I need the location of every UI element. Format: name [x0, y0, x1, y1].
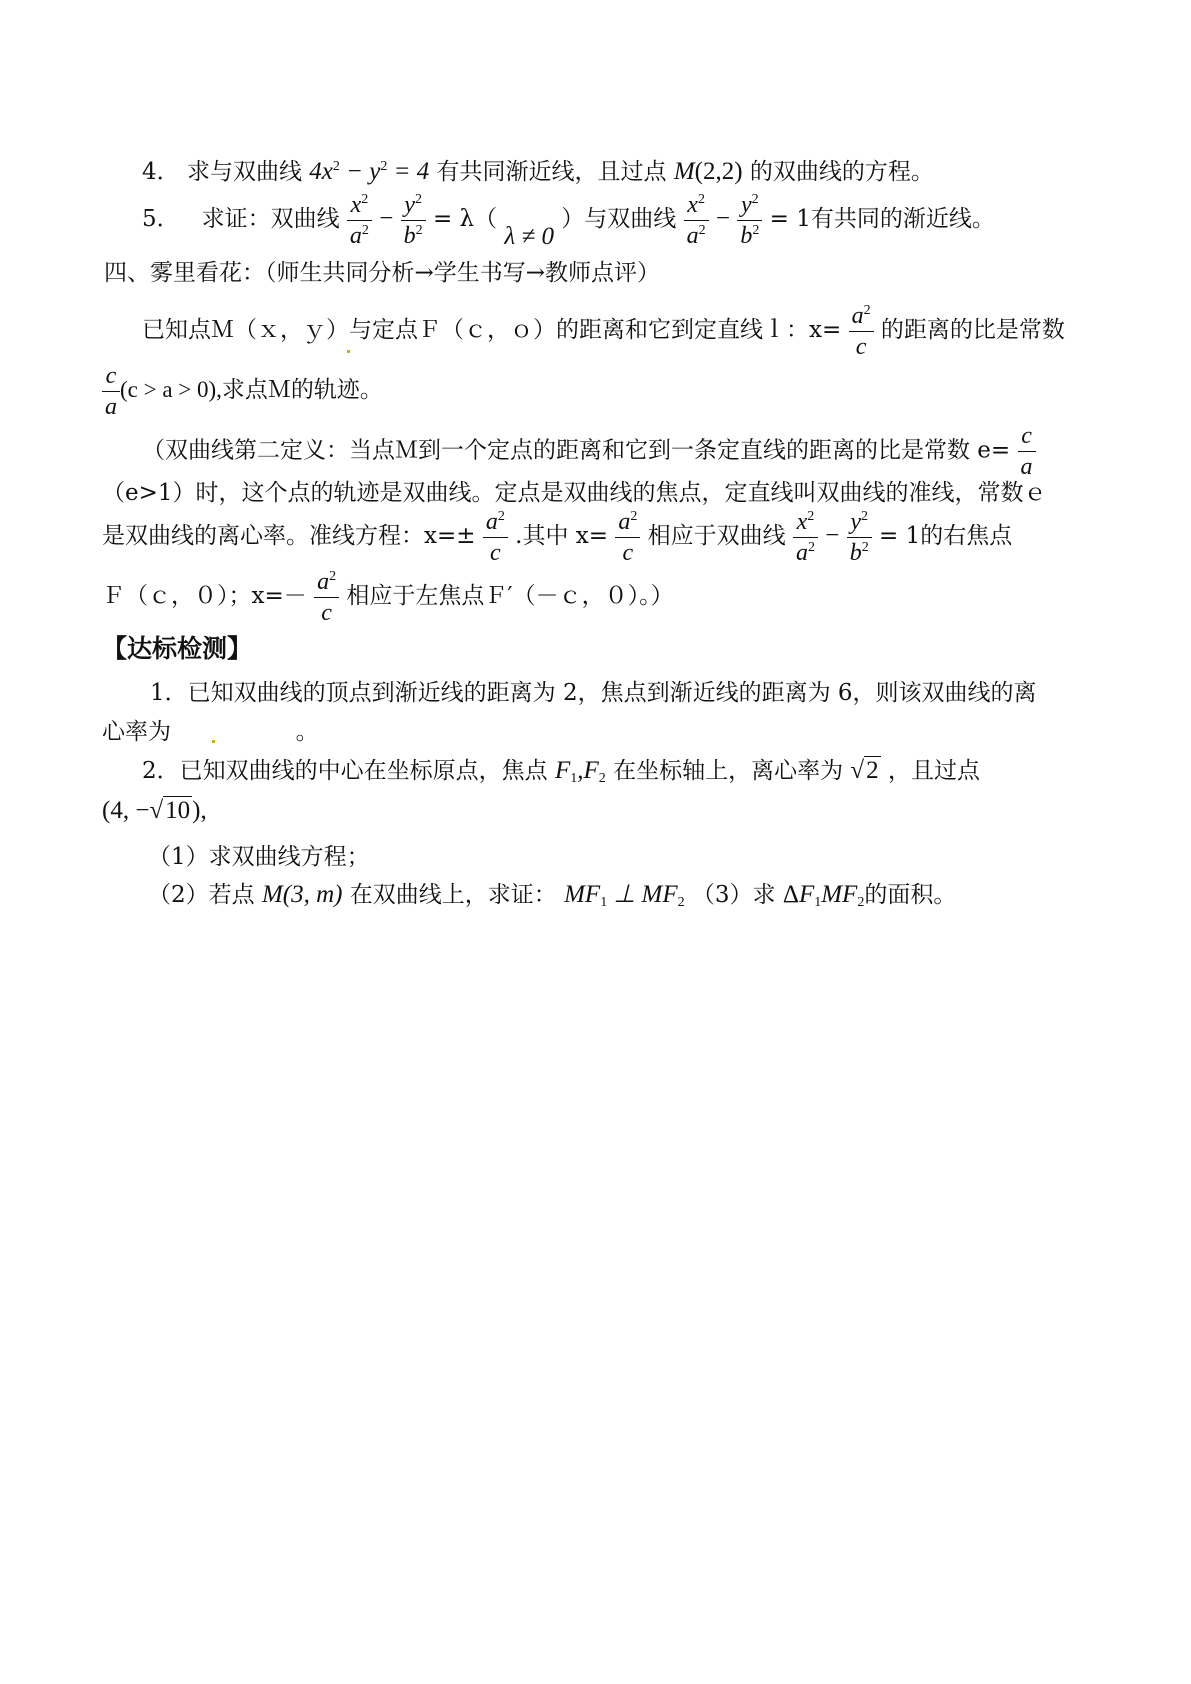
q5-minus-2: −: [715, 205, 731, 232]
exercise-2-sub-1: （1）求双曲线方程；: [148, 844, 370, 870]
check-section-title: 【达标检测】: [102, 634, 253, 663]
exercise-2-sub-2: [148, 880, 956, 918]
def-text-5: 相应于双曲线: [647, 523, 786, 549]
definition-line-3: [102, 506, 1012, 566]
exercise-1-line-1: 1．已知双曲线的顶点到渐近线的距离为 2，焦点到渐近线的距离为 6，则该双曲线的离: [150, 680, 1037, 706]
q4-equation: $4x^2 - y^2 = 4$: [309, 158, 430, 185]
e2-point-open: (4, −: [102, 797, 150, 824]
fraction-x2-a2-b: $\frac{x^2}{a^2}$: [684, 193, 709, 248]
p1-text-2: 的距离的比是常数: [880, 317, 1065, 343]
def-text-3: 是双曲线的离心率。准线方程：x=±: [102, 523, 476, 549]
q4-text-3: 的双曲线的方程。: [749, 159, 934, 185]
sqrt-10: 10: [165, 797, 191, 824]
def-text-1: （双曲线第二定义：当点Ｍ到一个定点的距离和它到一条定直线的距离的比是常数 e=: [142, 437, 1011, 464]
fraction-c-a: $\frac{c}{a}$: [102, 364, 120, 419]
foci-f1-f2: $F_1,F_2$: [554, 757, 606, 786]
q4-text-1: 求与双曲线: [186, 159, 302, 185]
e1-text-2: 心率为: [102, 719, 171, 745]
q5-text-3: = λ（: [432, 206, 498, 232]
fraction-c-a-def: $\frac{c}{a}$: [1018, 424, 1036, 479]
e2-text-2: 在坐标轴上，离心率为: [613, 758, 844, 784]
question-4: [142, 152, 934, 187]
paragraph-1-line-1: [142, 300, 1065, 360]
e2s2-text-4: 的面积。: [864, 882, 957, 908]
p1-text-3: (c > a > 0),求点Ｍ的轨迹。: [120, 377, 383, 402]
fraction-a2-c-left: $\frac{a^2}{c}$: [314, 570, 339, 625]
e2-text-1: 2．已知双曲线的中心在坐标原点，焦点: [142, 758, 548, 784]
stray-dot: [347, 350, 350, 353]
fraction-x2-a2-def: $\frac{x^2}{a^2}$: [793, 510, 818, 565]
question-5: [142, 188, 995, 250]
q5-text-6: = 1有共同的渐近线。: [769, 206, 995, 232]
q4-text-2: 有共同渐近线，且过点: [436, 159, 667, 185]
def-text-7: = 1的右焦点: [879, 523, 1013, 549]
definition-line-2: （e>1）时，这个点的轨迹是双曲线。定点是双曲线的焦点，定直线叫双曲线的准线，常数ｅ: [102, 480, 1047, 506]
e1-text-3: 。: [295, 719, 319, 745]
fraction-a2-c-right: $\frac{a^2}{c}$: [615, 510, 640, 565]
e2s2-text-1: （2）若点: [148, 882, 255, 908]
fraction-y2-b2-def: $\frac{y^2}{b^2}$: [847, 510, 872, 565]
sqrt-2: √2: [850, 757, 879, 784]
perpendicular-expression: $MF_1$ ⊥ $MF_2$: [564, 881, 685, 910]
q5-condition: λ ≠ 0: [504, 223, 554, 250]
p1-text-1: 已知点Ｍ（ｘ，ｙ）与定点Ｆ（ｃ，ｏ）的距离和它到定直线ｌ：x=: [142, 317, 842, 343]
e2-text-3: ，且过点: [887, 758, 980, 784]
fraction-y2-b2: $\frac{y^2}{b^2}$: [401, 193, 426, 248]
e2-point-close: ),: [192, 797, 207, 824]
exercise-2-line-2: [102, 796, 207, 826]
q5-text-1: 求证：双曲线: [201, 206, 340, 232]
stray-dot-2: [212, 740, 215, 743]
q5-number: 5．: [142, 206, 180, 232]
q4-number: 4．: [142, 159, 180, 185]
section-4-title: 四、雾里看花：（师生共同分析→学生书写→教师点评）: [104, 260, 661, 286]
triangle-expression: $\Delta F_1MF_2$: [782, 881, 865, 910]
def-minus: −: [825, 522, 840, 549]
def-text-8: Ｆ（ｃ，０）；x=－: [102, 583, 307, 609]
point-m-3-m: M(3, m): [261, 881, 343, 908]
exercise-1-line-2: [102, 717, 319, 747]
fraction-a2-c-directrix: $\frac{a^2}{c}$: [483, 510, 508, 565]
q5-minus-1: −: [379, 205, 394, 232]
fraction-y2-b2-b: $\frac{y^2}{b^2}$: [737, 193, 762, 248]
q5-text-4: ）与双曲线: [561, 206, 677, 232]
definition-line-4: [102, 566, 674, 626]
sqrt-10-radical: √: [149, 797, 164, 824]
paragraph-1-line-2: [102, 362, 383, 419]
q4-point: M(2,2): [673, 158, 743, 185]
e2s2-text-2: 在双曲线上，求证：: [349, 882, 557, 908]
exercise-2-line-1: [142, 756, 980, 794]
def-text-9: 相应于左焦点Ｆ′（－ｃ，０）。）: [346, 583, 674, 609]
fraction-x2-a2: $\frac{x^2}{a^2}$: [347, 193, 372, 248]
def-text-4: .其中 x=: [515, 523, 609, 549]
definition-line-1: [142, 424, 1036, 479]
e2s2-text-3: （3）求: [691, 882, 776, 908]
fraction-a2-c: $\frac{a^2}{c}$: [849, 304, 874, 359]
